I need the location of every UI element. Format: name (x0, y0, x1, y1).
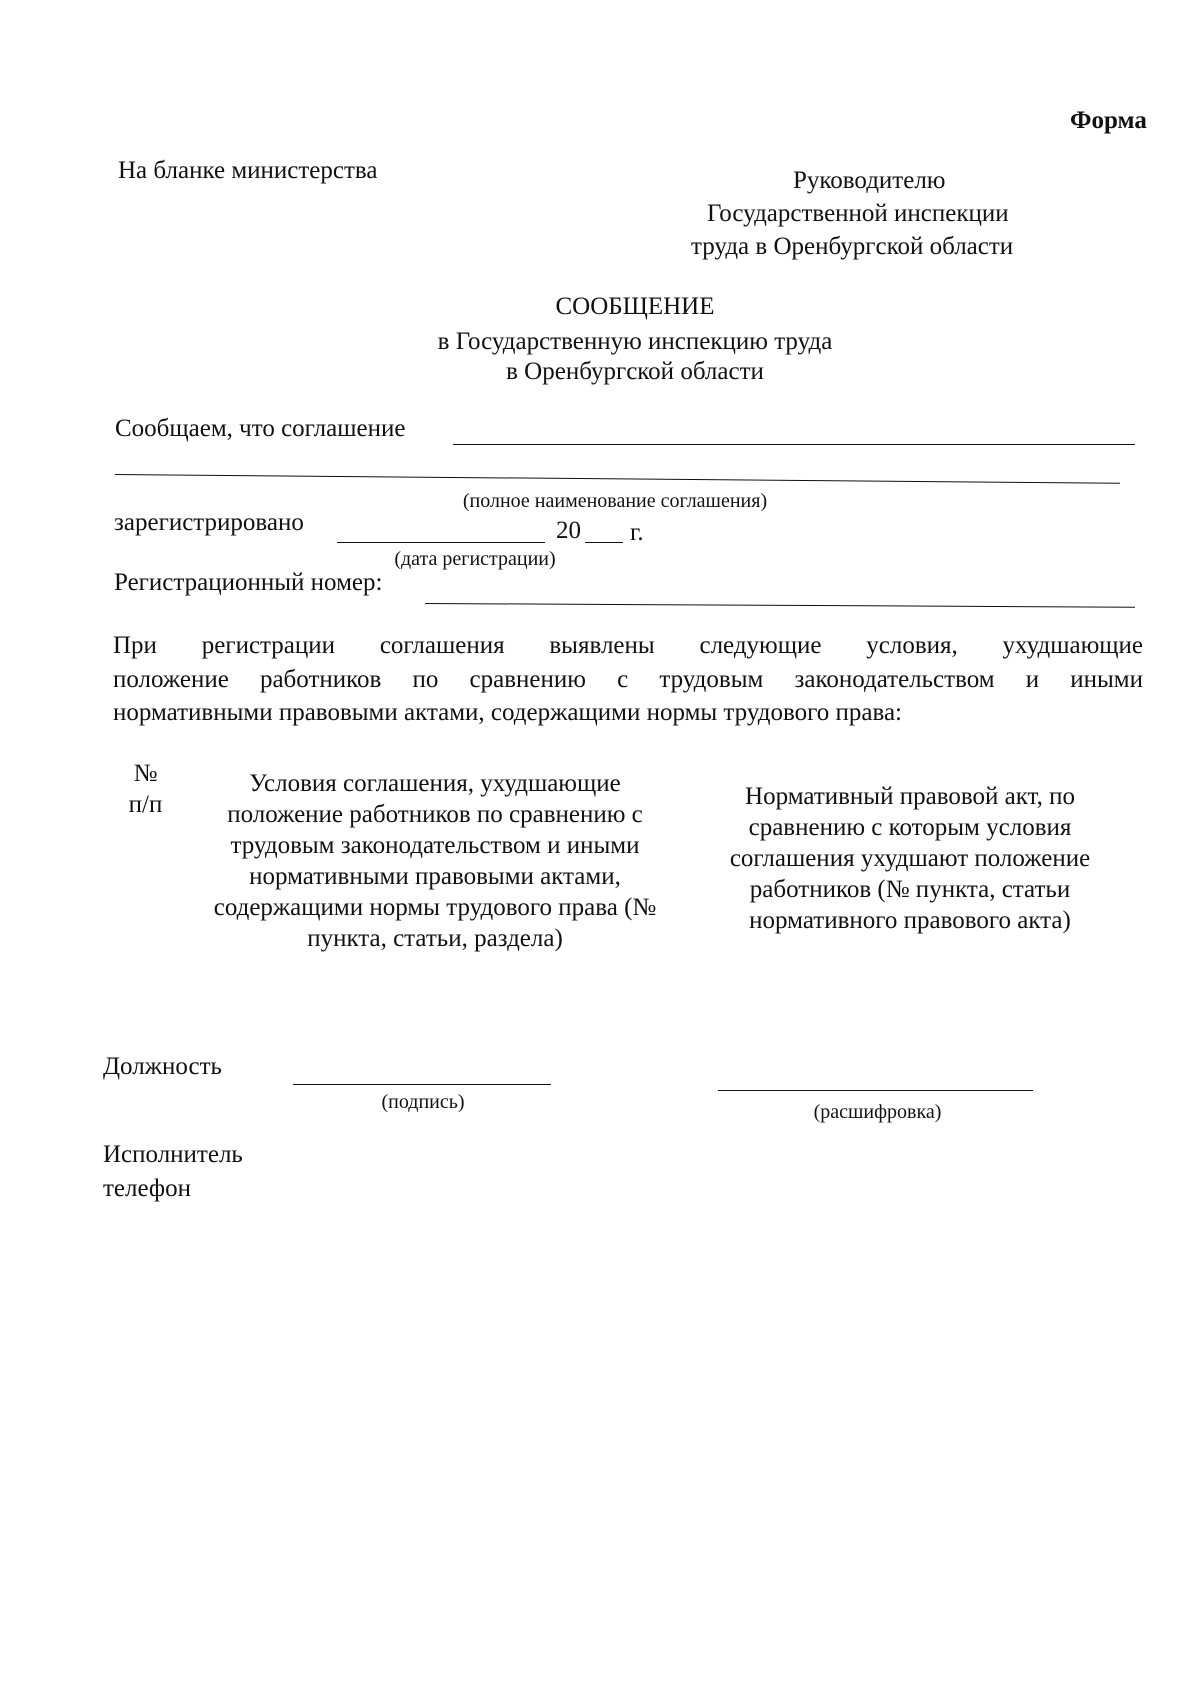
registered-label: зарегистрировано (114, 509, 304, 536)
title-sub-2: в Оренбургской области (506, 358, 764, 385)
reg-number-label: Регистрационный номер: (114, 569, 383, 596)
col-legal-act-header: Нормативный правовой акт, по сравнению с которым условия соглашения ухудшают положение работников (№ пункта, статьи нормативного правового акта) (729, 783, 1091, 934)
decode-caption: (расшифровка) (813, 1101, 942, 1123)
decode-line[interactable] (718, 1090, 1033, 1091)
registration-year-prefix: 20 (556, 517, 581, 544)
signature-caption: (подпись) (381, 1091, 465, 1113)
col-number-header (118, 758, 173, 820)
paragraph-line-2: положение работников по сравнению с трудовым законодательством и иными (113, 666, 1143, 693)
position-label: Должность (103, 1053, 222, 1080)
phone-label: телефон (103, 1175, 191, 1202)
col-number-abbr: п/п (128, 791, 163, 818)
reg-number-line[interactable] (425, 603, 1135, 608)
addressee-line-2: Государственной инспекции (707, 200, 1009, 227)
addressee-line-3: труда в Оренбургской области (691, 233, 1014, 260)
paragraph-line-3: нормативными правовыми актами, содержащими нормы трудового права: (113, 699, 902, 726)
addressee-line-1: Руководителю (793, 167, 946, 194)
signature-line[interactable] (293, 1084, 551, 1085)
agreement-name-line-2[interactable] (115, 474, 1120, 484)
executor-label: Исполнитель (103, 1141, 243, 1168)
paragraph-line-1: При регистрации соглашения выявлены следующие условия, ухудшающие (113, 632, 1143, 659)
form-label: Форма (1070, 107, 1147, 134)
registration-date-caption: (дата регистрации) (394, 548, 556, 570)
title-main: СООБЩЕНИЕ (555, 293, 715, 320)
registration-year-suffix: г. (630, 519, 644, 546)
col-number-symbol: № (133, 760, 158, 787)
agreement-label: Сообщаем, что соглашение (115, 415, 406, 442)
registration-year-line[interactable] (585, 542, 623, 543)
col-conditions-header: Условия соглашения, ухудшающие положение работников по сравнению с трудовым законодательством и иными нормативными правовыми актами, содержащими нормы трудового права (№ пункта, статьи, раздела) (213, 770, 657, 952)
agreement-caption: (полное наименование соглашения) (462, 490, 768, 512)
registration-date-line[interactable] (337, 542, 545, 543)
title-sub-1: в Государственную инспекцию труда (437, 328, 833, 355)
agreement-name-line-1[interactable] (453, 444, 1135, 445)
blank-note: На бланке министерства (118, 157, 378, 184)
